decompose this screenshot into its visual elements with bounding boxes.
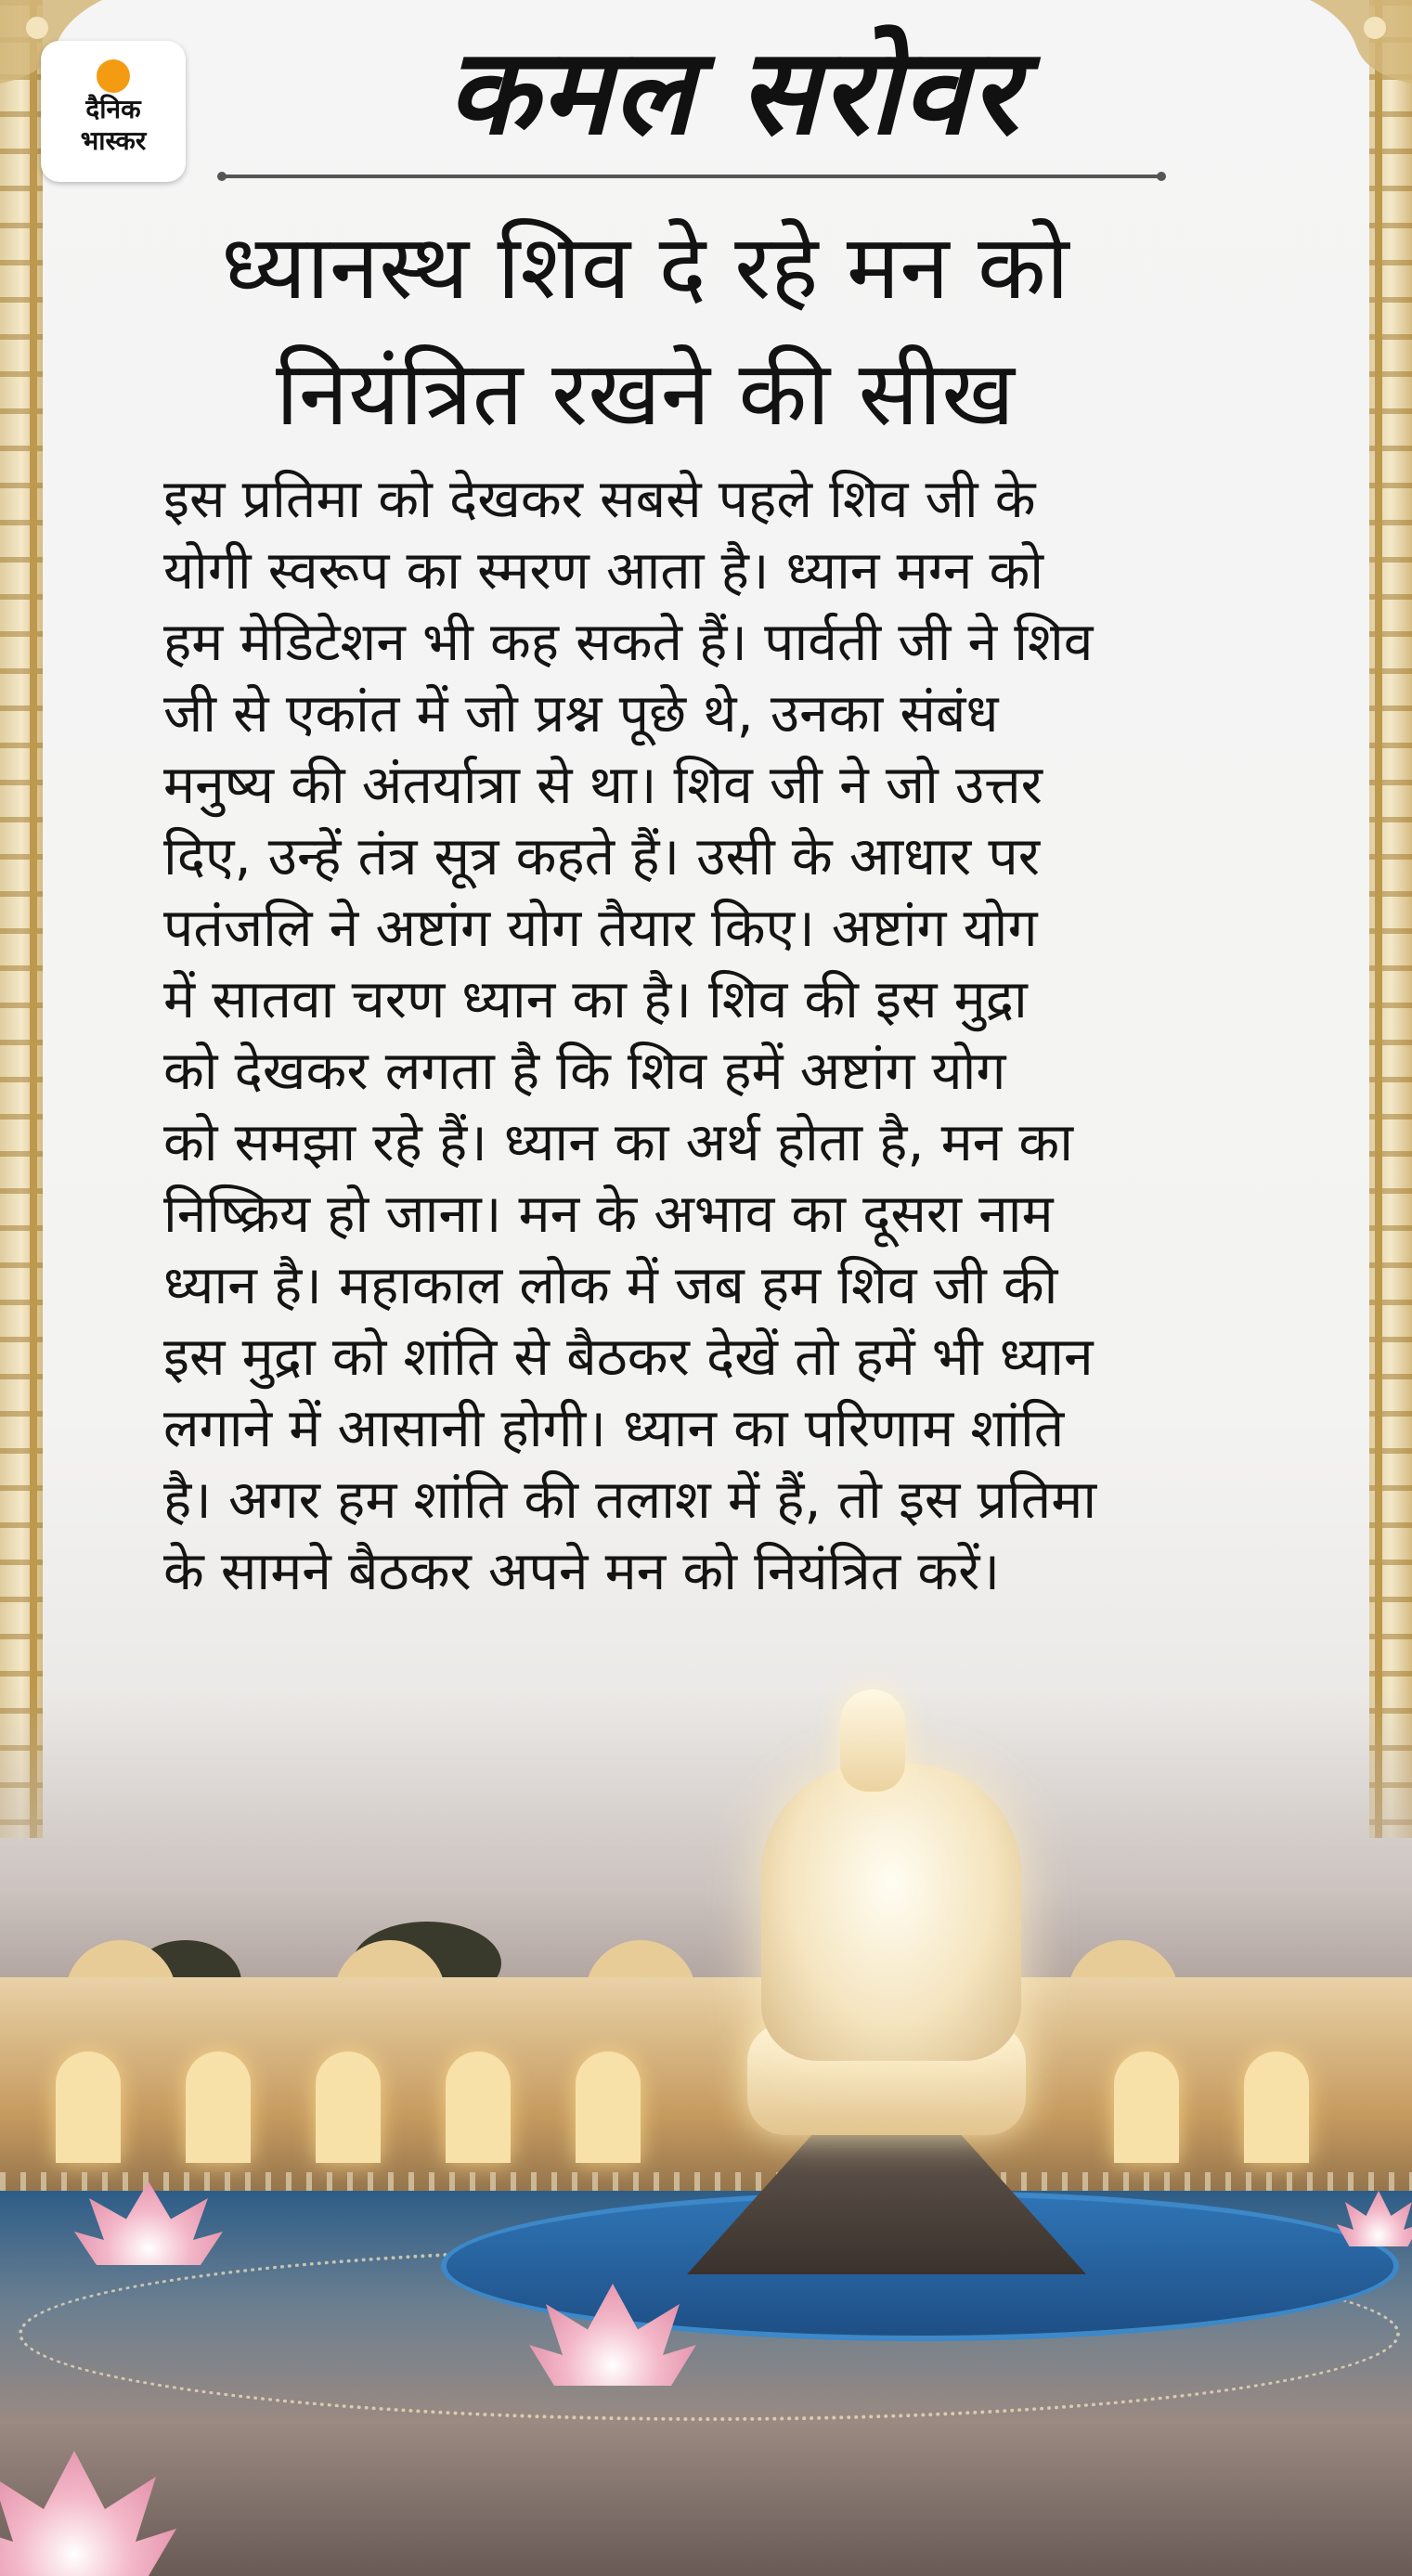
subtitle-line-1: ध्यानस्थ शिव दे रहे मन को <box>221 215 1069 319</box>
logo-text-line1: दैनिक <box>85 94 141 124</box>
lit-arch <box>186 2052 251 2163</box>
subtitle-line-2: नियंत्रित रखने की सीख <box>276 342 1015 446</box>
lit-arch <box>56 2052 121 2163</box>
article-body <box>163 464 1259 1608</box>
body-line: निष्क्रिय हो जाना। मन के अभाव का दूसरा नाम <box>163 1184 1054 1245</box>
page-title: कमल सरोवर <box>447 23 1020 162</box>
shiva-statue-head <box>840 1689 905 1792</box>
lit-arch <box>1244 2052 1309 2163</box>
lit-arch <box>316 2052 381 2163</box>
body-line: है। अगर हम शांति की तलाश में हैं, तो इस प्रतिमा <box>163 1469 1097 1531</box>
body-line: के सामने बैठकर अपने मन को नियंत्रित करें। <box>163 1541 1001 1602</box>
body-line: हम मेडिटेशन भी कह सकते हैं। पार्वती जी ने शिव <box>163 612 1094 673</box>
body-line: दिए, उन्हें तंत्र सूत्र कहते हैं। उसी के आधार पर <box>163 826 1041 887</box>
body-line: इस प्रतिमा को देखकर सबसे पहले शिव जी के <box>163 469 1036 530</box>
body-line: योगी स्वरूप का स्मरण आता है। ध्यान मग्न को <box>163 540 1044 602</box>
lit-arch <box>1114 2052 1179 2163</box>
body-line: में सातवा चरण ध्यान का है। शिव की इस मुद्रा <box>163 969 1028 1030</box>
body-line: को समझा रहे हैं। ध्यान का अर्थ होता है, मन का <box>163 1112 1073 1173</box>
dainik-bhaskar-logo <box>41 41 186 182</box>
body-line: को देखकर लगता है कि शिव हमें अष्टांग योग <box>163 1041 1006 1102</box>
ornate-border-right <box>1369 0 1412 1838</box>
body-line: लगाने में आसानी होगी। ध्यान का परिणाम शांति <box>163 1398 1065 1459</box>
logo-text-line2: भास्कर <box>80 125 147 156</box>
ornate-border-left <box>0 0 43 1838</box>
body-line: जी से एकांत में जो प्रश्न पूछे थे, उनका संबंध <box>163 683 999 744</box>
body-line: मनुष्य की अंतर्यात्रा से था। शिव जी ने जो उत्तर <box>163 755 1043 816</box>
kamal-sarovar-photo <box>0 1689 1412 2576</box>
body-line: ध्यान है। महाकाल लोक में जब हम शिव जी की <box>163 1255 1058 1316</box>
body-line: इस मुद्रा को शांति से बैठकर देखें तो हमें भी ध्यान <box>163 1327 1094 1388</box>
corner-ornament-right <box>1310 0 1412 84</box>
lit-arch <box>576 2052 641 2163</box>
railing <box>0 2172 1412 2191</box>
lit-arch <box>446 2052 511 2163</box>
shiva-statue <box>761 1764 1021 2061</box>
subtitle <box>111 204 1179 457</box>
body-line: पतंजलि ने अष्टांग योग तैयार किए। अष्टांग योग <box>163 898 1038 959</box>
title-divider <box>221 175 1162 178</box>
sun-icon <box>97 59 130 93</box>
